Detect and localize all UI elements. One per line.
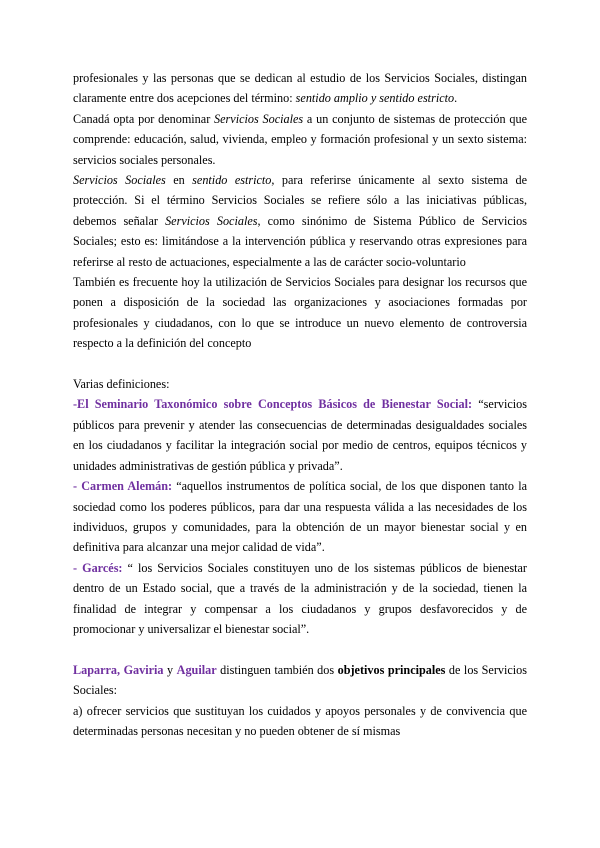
text-run: , como sinónimo de Sistema Público de Servicios Sociales; esto es: limitándose a la intervención pública y reservando otras expresiones para referirse al resto de actuaciones, especialmente a las de carácter socio-voluntario [73,213,527,269]
text-run: , para referirse únicamente al sexto sistema de protección. Si el término Servicios Sociales se refiere sólo a las iniciativas públicas, debemos señalar [73,173,527,228]
definition-text: “servicios públicos para prevenir y atender las consecuencias de determinadas desigualdades sociales en los ciudadanos y facilitar la integración social por medio de centros, equipos técnicos y unidades administrativas de gestión pública y privada”. [73,397,528,473]
author-name: Gaviria [123,662,164,677]
text-run: y [163,662,177,677]
text-run: en [165,173,193,188]
italic-run: Servicios Sociales [165,213,258,228]
italic-run: sentido amplio y sentido estricto [295,91,455,106]
paragraph-acepciones [73,68,527,109]
paragraph-sentido-estricto [73,170,527,272]
paragraph-varias-definiciones: Varias definiciones: [73,377,170,392]
blank-line [73,354,527,374]
text-run: Canadá opta por denominar [73,111,215,126]
text-run: . [454,91,458,106]
document-page [73,68,527,741]
definition-garces [73,558,527,640]
italic-run: sentido estricto [192,173,272,188]
italic-run: Servicios Sociales [214,111,304,126]
paragraph-objetivo-a: a) ofrecer servicios que sustituyan los cuidados y apoyos personales y de convivencia que determinadas personas necesitan y no pueden obtener de sí mismas [73,703,527,738]
paragraph-canada [73,109,527,170]
italic-run: Servicios Sociales [73,173,166,188]
bold-run: objetivos principales [337,662,446,677]
definition-aleman [73,476,527,558]
definition-author: - Garcés: [73,560,123,575]
definition-text: “ los Servicios Sociales constituyen uno de los sistemas públicos de bienestar dentro de un Estado social, que a través de la administración y de la sociedad, tienen la finalidad de integrar y compensar a los ciudadanos y grupos desfavorecidos y de promocionar y universalizar el bienestar social”. [73,560,527,636]
author-name: Laparra, [73,662,121,677]
paragraph-objetivos [73,660,527,701]
blank-line [73,639,527,659]
paragraph-recursos: También es frecuente hoy la utilización de Servicios Sociales para designar los recursos que ponen a disposición de la sociedad las organizaciones y asociaciones formadas por profesionales y ciudadanos, con lo que se introduce un nuevo elemento de controversia respecto a la definición del concepto [73,275,527,351]
definition-seminario [73,394,527,476]
text-run: a un conjunto de sistemas de protección que comprende: educación, salud, vivienda, empleo y formación profesional y un sexto sistema: servicios sociales personales. [73,111,527,167]
definition-author: - Carmen Alemán: [73,479,173,494]
definition-text: “aquellos instrumentos de política social, de los que disponen tanto la sociedad como los poderes públicos, para dar una respuesta válida a las necesidades de los individuos, grupos y comunidades, para la obtención de un mayor bienestar social y en definitiva para alcanzar una mejor calidad de vida”. [73,479,527,555]
text-run: de los Servicios Sociales: [73,662,528,698]
text-run: distinguen también dos [216,662,338,677]
author-name: Aguilar [176,662,217,677]
text-run: profesionales y las personas que se dedican al estudio de los Servicios Sociales, distingan claramente entre dos acepciones del término: [73,71,527,106]
definition-author: -El Seminario Taxonómico sobre Conceptos Básicos de Bienestar Social: [73,397,473,412]
